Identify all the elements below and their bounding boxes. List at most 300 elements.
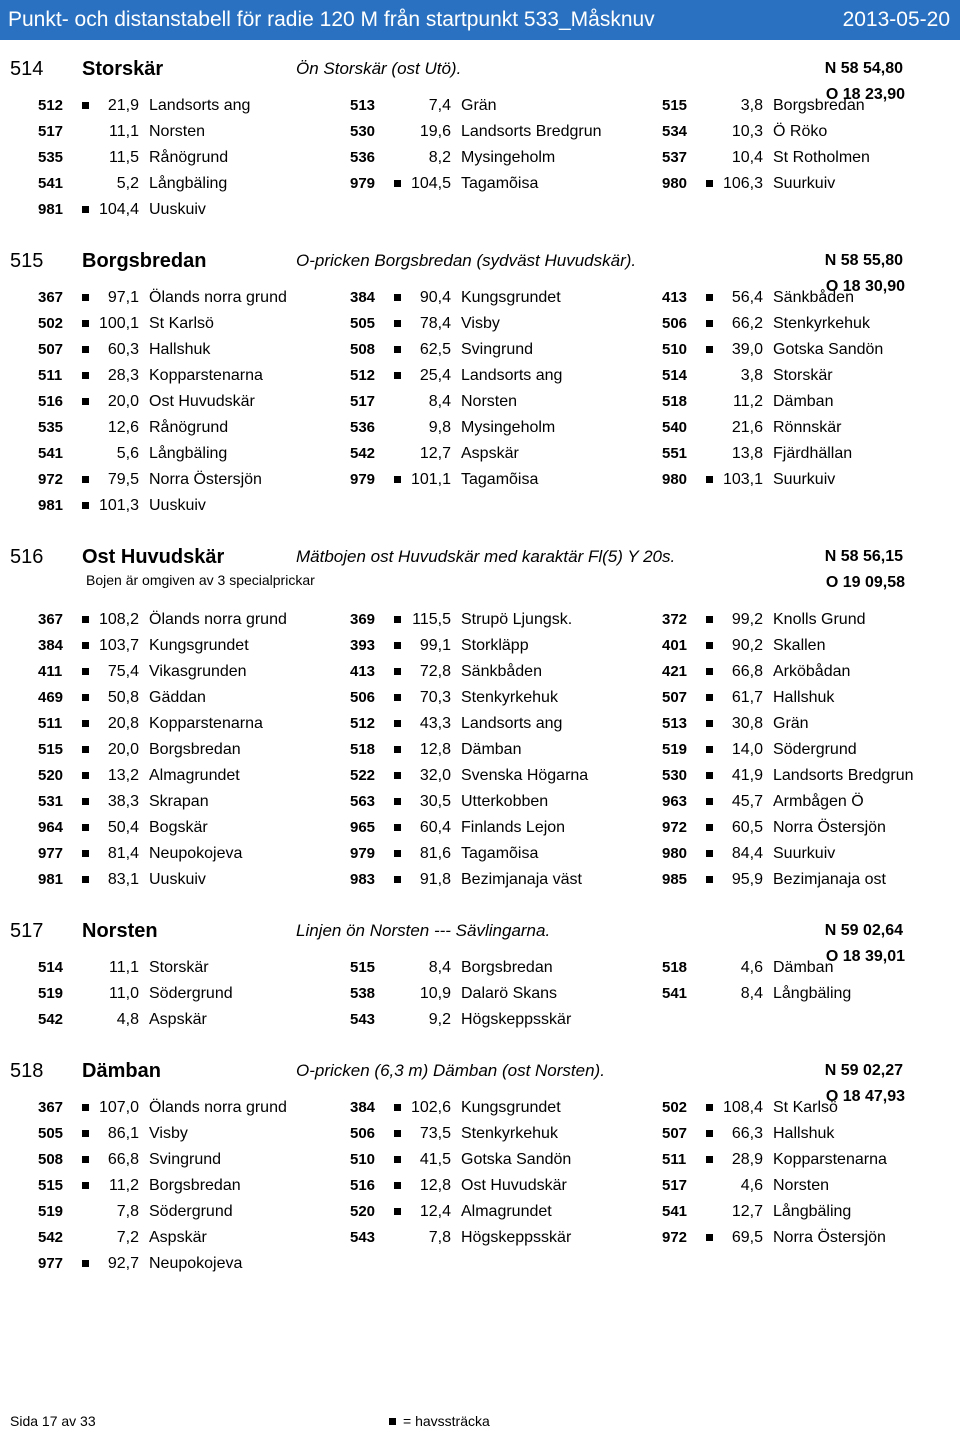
distance-entry xyxy=(624,388,924,414)
distance-value: 30,8 xyxy=(731,715,763,732)
point-section xyxy=(0,40,960,222)
distance-entry xyxy=(312,440,612,466)
distance-entry xyxy=(312,736,612,762)
sea-leg-icon xyxy=(394,1208,401,1215)
point-number: 511 xyxy=(38,715,63,732)
table-row xyxy=(0,196,960,222)
point-number: 413 xyxy=(662,289,688,306)
distance-entry xyxy=(624,606,924,632)
point-name: Ost Huvudskär xyxy=(149,393,255,410)
point-name: Rånögrund xyxy=(149,149,229,166)
distance-value: 108,4 xyxy=(722,1099,763,1116)
point-name: Bezimjanaja ost xyxy=(773,871,886,888)
point-number: 510 xyxy=(662,341,688,358)
distance-value: 101,3 xyxy=(98,497,139,514)
distance-value: 62,5 xyxy=(419,341,451,358)
point-name: Landsorts Bredgrun xyxy=(461,123,602,140)
sea-leg-icon xyxy=(82,294,89,301)
distance-entry xyxy=(0,1224,300,1250)
point-name: Sänkbåden xyxy=(773,289,854,306)
table-row xyxy=(0,684,960,710)
distance-entry xyxy=(624,788,924,814)
distance-entry xyxy=(624,710,924,736)
table-row xyxy=(0,1198,960,1224)
table-row xyxy=(0,310,960,336)
point-name: Tagamõisa xyxy=(461,845,539,862)
distance-value: 5,6 xyxy=(116,445,139,462)
point-number: 538 xyxy=(350,985,376,1002)
distance-value: 32,0 xyxy=(419,767,451,784)
section-description: Linjen ön Norsten --- Sävlingarna. xyxy=(296,921,551,940)
point-name: Rånögrund xyxy=(149,419,229,436)
sea-leg-icon xyxy=(706,694,713,701)
point-name: Borgsbredan xyxy=(461,959,553,976)
table-row xyxy=(0,1120,960,1146)
sea-leg-icon xyxy=(82,642,89,649)
distance-entry xyxy=(0,196,300,222)
longitude: O 18 23,90 xyxy=(825,86,905,103)
point-name: Kopparstenarna xyxy=(149,715,263,732)
sea-leg-icon xyxy=(394,1182,401,1189)
distance-value: 66,8 xyxy=(107,1151,139,1168)
distance-value: 41,5 xyxy=(419,1151,451,1168)
distance-entry xyxy=(624,1172,924,1198)
section-name: Dämban xyxy=(82,1060,161,1082)
point-name: Norsten xyxy=(149,123,206,140)
distance-value: 12,7 xyxy=(419,445,451,462)
sea-leg-icon xyxy=(82,320,89,327)
section-note: Bojen är omgiven av 3 specialprickar xyxy=(86,572,315,588)
point-name: St Rotholmen xyxy=(773,149,870,166)
point-section xyxy=(0,1042,960,1276)
distance-value: 28,9 xyxy=(731,1151,763,1168)
distance-value: 4,6 xyxy=(740,1177,763,1194)
point-name: Svingrund xyxy=(149,1151,222,1168)
point-number: 543 xyxy=(350,1011,376,1028)
sea-leg-icon xyxy=(706,1130,713,1137)
point-name: Långbäling xyxy=(773,1203,852,1220)
point-name: Norra Östersjön xyxy=(773,1229,886,1246)
point-name: Kungsgrundet xyxy=(149,637,249,654)
sea-leg-icon xyxy=(82,694,89,701)
sea-leg-icon xyxy=(706,876,713,883)
distance-entry xyxy=(312,814,612,840)
distance-value: 56,4 xyxy=(731,289,763,306)
distance-entry xyxy=(312,606,612,632)
sea-leg-icon xyxy=(706,772,713,779)
sea-leg-icon xyxy=(394,824,401,831)
distance-value: 41,9 xyxy=(731,767,763,784)
sea-leg-icon xyxy=(82,876,89,883)
point-section xyxy=(0,232,960,518)
distance-value: 104,5 xyxy=(410,175,451,192)
point-name: Utterkobben xyxy=(461,793,549,810)
distance-entry xyxy=(0,414,300,440)
distance-entry xyxy=(312,1224,612,1250)
sea-leg-icon xyxy=(394,720,401,727)
table-row xyxy=(0,284,960,310)
distance-value: 86,1 xyxy=(107,1125,139,1142)
distance-entry xyxy=(624,414,924,440)
point-name: Armbågen Ö xyxy=(773,793,864,810)
distance-entry xyxy=(0,1250,300,1276)
point-number: 979 xyxy=(350,845,376,862)
point-name: Dämban xyxy=(773,959,834,976)
point-name: Landsorts ang xyxy=(461,367,563,384)
distance-value: 108,2 xyxy=(98,611,139,628)
point-number: 519 xyxy=(38,985,64,1002)
sea-leg-icon xyxy=(82,1260,89,1267)
section-header xyxy=(0,1042,960,1105)
distance-entry xyxy=(312,284,612,310)
distance-entry xyxy=(624,144,924,170)
point-number: 536 xyxy=(350,419,376,436)
point-name: Almagrundet xyxy=(461,1203,552,1220)
point-name: Hallshuk xyxy=(773,1125,835,1142)
point-number: 506 xyxy=(662,315,688,332)
distance-entry xyxy=(312,658,612,684)
distance-table xyxy=(0,954,960,1032)
point-name: Norra Östersjön xyxy=(149,471,262,488)
section-header xyxy=(0,528,960,606)
section-description: Mätbojen ost Huvudskär med karaktär Fl(5) Y 20s. xyxy=(296,547,676,566)
sea-leg-icon xyxy=(706,746,713,753)
sea-leg-icon xyxy=(82,346,89,353)
table-row xyxy=(0,118,960,144)
distance-entry xyxy=(0,336,300,362)
distance-entry xyxy=(312,684,612,710)
distance-value: 12,4 xyxy=(419,1203,451,1220)
sea-leg-icon xyxy=(82,372,89,379)
point-number: 393 xyxy=(350,637,376,654)
sea-leg-icon xyxy=(706,346,713,353)
section-number: 516 xyxy=(10,546,44,568)
distance-value: 39,0 xyxy=(731,341,763,358)
point-name: Södergrund xyxy=(149,1203,233,1220)
point-number: 981 xyxy=(38,871,64,888)
distance-entry xyxy=(624,632,924,658)
point-name: Skrapan xyxy=(149,793,209,810)
table-row xyxy=(0,840,960,866)
distance-entry xyxy=(0,388,300,414)
point-name: Stenkyrkehuk xyxy=(773,315,870,332)
distance-value: 45,7 xyxy=(731,793,763,810)
sea-leg-icon xyxy=(82,798,89,805)
distance-entry xyxy=(624,954,924,980)
table-row xyxy=(0,1094,960,1120)
sea-leg-icon xyxy=(706,1156,713,1163)
sea-leg-icon xyxy=(706,1234,713,1241)
document-date: 2013-05-20 xyxy=(842,8,950,31)
point-number: 518 xyxy=(662,959,688,976)
distance-value: 38,3 xyxy=(107,793,139,810)
distance-value: 25,4 xyxy=(419,367,451,384)
sea-leg-icon xyxy=(394,798,401,805)
distance-value: 11,0 xyxy=(109,985,139,1002)
point-name: Almagrundet xyxy=(149,767,240,784)
point-name: Fjärdhällan xyxy=(773,445,853,462)
point-number: 534 xyxy=(662,123,688,140)
point-name: Kungsgrundet xyxy=(461,289,561,306)
distance-table xyxy=(0,92,960,222)
distance-entry xyxy=(624,684,924,710)
point-number: 413 xyxy=(350,663,376,680)
point-number: 981 xyxy=(38,201,64,218)
distance-entry xyxy=(0,1120,300,1146)
distance-entry xyxy=(0,1146,300,1172)
point-name: Gotska Sandön xyxy=(461,1151,572,1168)
distance-value: 3,8 xyxy=(740,97,763,114)
point-name: Aspskär xyxy=(461,445,519,462)
sea-leg-icon xyxy=(389,1418,396,1425)
point-name: Neupokojeva xyxy=(149,1255,243,1272)
point-number: 519 xyxy=(38,1203,64,1220)
distance-entry xyxy=(0,658,300,684)
point-number: 980 xyxy=(662,175,688,192)
sea-leg-icon xyxy=(394,642,401,649)
sea-leg-icon xyxy=(82,746,89,753)
point-name: Grän xyxy=(461,97,497,114)
distance-value: 66,8 xyxy=(731,663,763,680)
point-name: Dalarö Skans xyxy=(461,985,558,1002)
point-name: Grän xyxy=(773,715,809,732)
point-number: 517 xyxy=(38,123,64,140)
table-row xyxy=(0,1146,960,1172)
point-number: 535 xyxy=(38,149,64,166)
distance-value: 11,1 xyxy=(109,123,139,140)
point-number: 980 xyxy=(662,845,688,862)
point-name: Rönnskär xyxy=(773,419,842,436)
point-number: 541 xyxy=(38,445,64,462)
distance-entry xyxy=(0,144,300,170)
distance-value: 97,1 xyxy=(107,289,139,306)
distance-entry xyxy=(0,814,300,840)
point-number: 421 xyxy=(662,663,688,680)
sea-leg-icon xyxy=(706,720,713,727)
point-name: Norsten xyxy=(461,393,518,410)
distance-entry xyxy=(312,954,612,980)
distance-value: 28,3 xyxy=(107,367,139,384)
distance-value: 5,2 xyxy=(116,175,139,192)
distance-entry xyxy=(312,866,612,892)
distance-value: 107,0 xyxy=(98,1099,139,1116)
table-row xyxy=(0,144,960,170)
point-number: 551 xyxy=(662,445,688,462)
sea-leg-icon xyxy=(394,876,401,883)
section-number: 517 xyxy=(10,920,44,942)
distance-entry xyxy=(624,736,924,762)
sea-leg-icon xyxy=(82,206,89,213)
page-number: Sida 17 av 33 xyxy=(10,1413,96,1429)
distance-entry xyxy=(312,336,612,362)
point-name: Suurkuiv xyxy=(773,471,836,488)
distance-table xyxy=(0,606,960,892)
point-number: 367 xyxy=(38,1099,64,1116)
distance-entry xyxy=(0,492,300,518)
distance-entry xyxy=(0,1094,300,1120)
point-number: 511 xyxy=(662,1151,687,1168)
table-row xyxy=(0,632,960,658)
distance-entry xyxy=(312,170,612,196)
sea-leg-icon xyxy=(706,320,713,327)
distance-entry xyxy=(312,144,612,170)
point-name: Mysingeholm xyxy=(461,419,556,436)
distance-value: 81,6 xyxy=(419,845,451,862)
sea-leg-icon xyxy=(706,824,713,831)
distance-entry xyxy=(312,632,612,658)
sea-leg-icon xyxy=(394,320,401,327)
table-row xyxy=(0,980,960,1006)
point-number: 505 xyxy=(350,315,376,332)
distance-value: 84,4 xyxy=(731,845,763,862)
distance-value: 21,6 xyxy=(731,419,763,436)
point-name: Hallshuk xyxy=(149,341,211,358)
point-number: 985 xyxy=(662,871,688,888)
distance-value: 11,1 xyxy=(109,959,139,976)
distance-value: 90,2 xyxy=(731,637,763,654)
distance-value: 10,4 xyxy=(731,149,763,166)
distance-value: 4,8 xyxy=(116,1011,139,1028)
point-number: 977 xyxy=(38,845,64,862)
point-name: Visby xyxy=(461,315,500,332)
latitude: N 59 02,27 xyxy=(824,1062,903,1079)
sea-leg-icon xyxy=(706,616,713,623)
point-number: 518 xyxy=(350,741,376,758)
distance-value: 103,7 xyxy=(98,637,139,654)
table-row xyxy=(0,1250,960,1276)
distance-value: 50,4 xyxy=(107,819,139,836)
sea-leg-icon xyxy=(82,102,89,109)
distance-value: 12,6 xyxy=(107,419,139,436)
sea-leg-icon xyxy=(82,1156,89,1163)
distance-value: 72,8 xyxy=(419,663,451,680)
distance-entry xyxy=(0,1198,300,1224)
point-number: 983 xyxy=(350,871,376,888)
distance-value: 13,2 xyxy=(107,767,139,784)
point-name: Tagamõisa xyxy=(461,471,539,488)
point-number: 512 xyxy=(350,367,376,384)
point-name: Gäddan xyxy=(149,689,206,706)
point-sections xyxy=(0,40,960,1276)
distance-table xyxy=(0,1094,960,1276)
distance-value: 100,1 xyxy=(98,315,139,332)
point-name: Kopparstenarna xyxy=(773,1151,887,1168)
point-name: Uuskuiv xyxy=(149,201,206,218)
point-number: 511 xyxy=(38,367,63,384)
distance-entry xyxy=(624,814,924,840)
distance-value: 12,8 xyxy=(419,741,451,758)
point-number: 540 xyxy=(662,419,688,436)
point-number: 411 xyxy=(38,663,63,680)
point-name: Storskär xyxy=(149,959,209,976)
point-name: Suurkuiv xyxy=(773,175,836,192)
section-number: 518 xyxy=(10,1060,44,1082)
distance-entry xyxy=(624,866,924,892)
point-number: 963 xyxy=(662,793,688,810)
distance-entry xyxy=(0,710,300,736)
point-name: Ost Huvudskär xyxy=(461,1177,567,1194)
sea-leg-icon xyxy=(82,398,89,405)
point-number: 522 xyxy=(350,767,376,784)
distance-value: 7,8 xyxy=(116,1203,139,1220)
distance-entry xyxy=(624,362,924,388)
distance-entry xyxy=(624,118,924,144)
table-row xyxy=(0,710,960,736)
distance-entry xyxy=(312,1172,612,1198)
distance-value: 10,9 xyxy=(419,985,451,1002)
distance-value: 75,4 xyxy=(107,663,139,680)
point-number: 979 xyxy=(350,175,376,192)
distance-entry xyxy=(312,980,612,1006)
section-description: Ön Storskär (ost Utö). xyxy=(296,59,462,78)
point-number: 530 xyxy=(350,123,376,140)
distance-entry xyxy=(312,762,612,788)
point-name: Borgsbredan xyxy=(149,741,241,758)
point-name: Suurkuiv xyxy=(773,845,836,862)
distance-entry xyxy=(624,310,924,336)
section-description: O-pricken (6,3 m) Dämban (ost Norsten). xyxy=(296,1061,605,1080)
distance-value: 13,8 xyxy=(731,445,763,462)
point-number: 513 xyxy=(350,97,376,114)
point-number: 519 xyxy=(662,741,688,758)
distance-value: 73,5 xyxy=(419,1125,451,1142)
point-name: Borgsbredan xyxy=(149,1177,241,1194)
point-number: 384 xyxy=(350,289,376,306)
sea-leg-icon xyxy=(706,850,713,857)
point-name: Kungsgrundet xyxy=(461,1099,561,1116)
distance-entry xyxy=(312,1120,612,1146)
sea-leg-icon xyxy=(706,668,713,675)
distance-entry xyxy=(0,980,300,1006)
table-row xyxy=(0,362,960,388)
point-number: 542 xyxy=(38,1011,64,1028)
point-name: Ölands norra grund xyxy=(149,1099,287,1116)
section-name: Ost Huvudskär xyxy=(82,546,225,568)
table-row xyxy=(0,658,960,684)
distance-value: 9,2 xyxy=(428,1011,451,1028)
distance-entry xyxy=(0,684,300,710)
distance-value: 9,8 xyxy=(428,419,451,436)
point-name: Aspskär xyxy=(149,1229,207,1246)
distance-value: 66,3 xyxy=(731,1125,763,1142)
point-name: Storskär xyxy=(773,367,833,384)
point-number: 542 xyxy=(38,1229,64,1246)
distance-value: 14,0 xyxy=(731,741,763,758)
distance-entry xyxy=(0,840,300,866)
distance-value: 99,1 xyxy=(419,637,451,654)
sea-leg-icon xyxy=(82,824,89,831)
point-number: 537 xyxy=(662,149,688,166)
point-name: Långbäling xyxy=(149,445,228,462)
point-number: 520 xyxy=(350,1203,376,1220)
distance-entry xyxy=(312,1198,612,1224)
point-name: Gotska Sandön xyxy=(773,341,884,358)
distance-value: 91,8 xyxy=(419,871,451,888)
distance-value: 79,5 xyxy=(107,471,139,488)
point-name: Kopparstenarna xyxy=(149,367,263,384)
point-number: 516 xyxy=(38,393,64,410)
point-number: 517 xyxy=(662,1177,688,1194)
sea-leg-icon xyxy=(394,746,401,753)
distance-value: 21,9 xyxy=(107,97,139,114)
table-row xyxy=(0,814,960,840)
section-header xyxy=(0,902,960,965)
sea-leg-icon xyxy=(82,502,89,509)
distance-value: 4,6 xyxy=(740,959,763,976)
point-name: Hallshuk xyxy=(773,689,835,706)
sea-leg-icon xyxy=(394,372,401,379)
distance-value: 20,0 xyxy=(107,393,139,410)
